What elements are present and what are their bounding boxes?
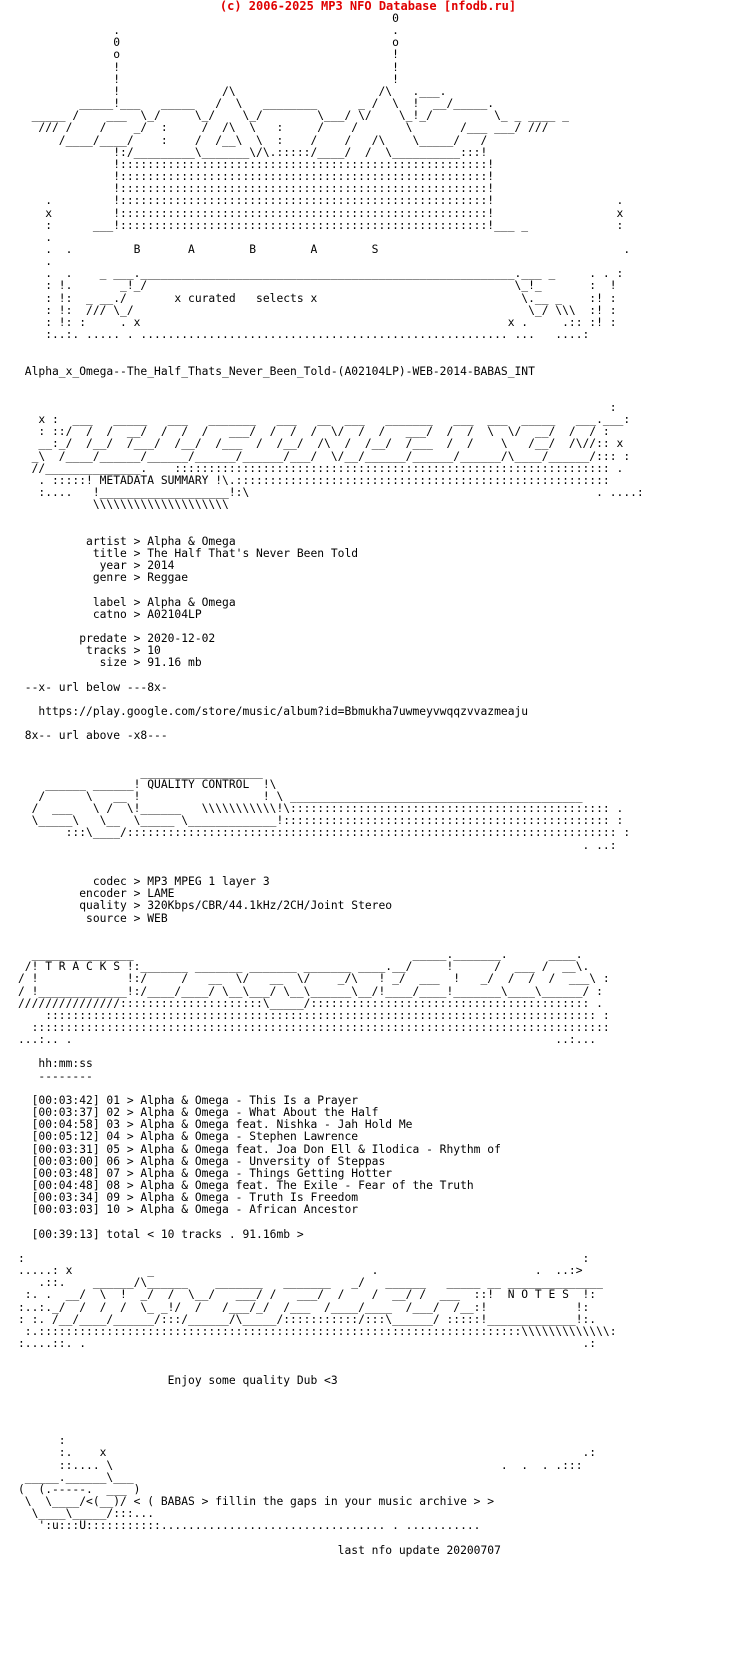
nfo-text: 0 . . 0 o o ! ! ! ! ! ! /\ /\ .___. _____!___ _____ / \ ________ _ / \ ! __/_____. _____ / ___ \_/ \_/ \_/ \___/ \/ \_!_/ \_ _ ____ _ /// / / _/ : / /\ \ : / / \ /___ ___/ /// /____/____/ : / /__\ \ : / / /\ \_____/ / !:/_________\_______\/\.:::::/____/ / \__________:::! !::::::::::::::::::::::::::::::::::::::::::::::::::::::! !::::::::::::::::::::::::::::::::::::::::::::::::::::::! !::::::::::::::::::::::::::::::::::::::::::::::::::::::! . !::::::::::::::::::::::::::::::::::::::::::::::::::::::! . x !::::::::::::::::::::::::::::::::::::::::::::::::::::::! x : ___!::::::::::::::::::::::::::::::::::::::::::::::::::::::!___ _ : . . . B A B A S . . . . _ ___._______________________________________________________.___ _ . . : : !. _!_/ \_!_ : ! : !: _ __./ x curated selects x \.__ _ :! : : !: /// \_/ \_/ \\\ :! : : !: : . x x . .:: :! : :..:. ..... . ...................................................... ... ....: Alpha_x_Omega--The_Half_Thats_Never_Been_Told-(A02104LP)-WEB-2014-BABAS_INT : x : ___ _____ ___ _______ ___ __ ___ _______ ___ ___ _____ ___.___: : ::/ / / __/ / / / ___/ / / / \/ / / ___/ / / \ \/ __/ / / : __:_/ /__/ /___/ /__/ /___ / /__/ /\ / /__/ /___ / / \ /__/ /\//:: x _\ /____/______/______/______/______/___/ \/__/______/______/______/\____/______/::: : //______________. :::::::::::::::::::::::::::::::::::::::::::::::::::::::::::::::: . . :::::! METADATA SUMMARY !\.::::::::::::::::::::::::::::::::::::::::::::::::::::::: :.... !___________________!:\ . ....: \\\\\\\\\\\\\\\\\\\\ artist > Alpha & Omega title > The Half That's Never Been Told year > 2014 genre > Reggae label > Alpha & Omega catno > A02104LP predate > 2020-12-02 tracks > 10 size > 91.16 mb --x- url below ---8x- https://play.google.com/store/music/album?id=Bbmukha7uwmeyvwqqzvvazmeaju 8x-- url above -x8--- __________________ ______ ______! QUALITY CONTROL !\ / \ __ ! ! \ ___________________________________________ / ___ \ / \!______ \\\\\\\\\\\!\::::::::::::::::::::::::::::::::::::::::::::::: . \_____\ \__ \_____ \_____________!:::::::::::::::::::::::::::::::::::::::::::::::: : :::\____/:::::::::::::::::::::::::::::::::::::::::::::::::::::::::::::::::::::::: : . ..: codec > MP3 MPEG 1 layer 3 encoder > LAME quality > 320Kbps/CBR/44.1kHz/2CH/Joint Stereo source > WEB _______________ _____._______. ____. /! T R A C K S !:_______ _______ _______ _______ ____.__/ ! / ___ / __\. / ! !:/ / __ \/ __ \/ _/\ ! _/ ___ ! _/ / / / ___\ : / !_____________!:/____/____/ \__\___/ \__\______\__/!____/____!_______\____\______/ : ///////////////:::::::::::::::::::::\_____/::::::::::::::::::::::::::::::::::::::::: . ::::::::::::::::::::::::::::::::::::::::::::::::::::::::::::::::::::::::::::::::: : ::::::::::::::::::::::::::::::::::::::::::::::::::::::::::::::::::::::::::::::::::::: ...:.. . ..:... hh:mm:ss -------- [00:03:42] 01 > Alpha & Omega - This Is a Prayer [00:03:37] 02 > Alpha & Omega - What About the Half [00:04:58] 03 > Alpha & Omega feat. Nishka - Jah Hold Me [00:05:12] 04 > Alpha & Omega - Stephen Lawrence [00:03:31] 05 > Alpha & Omega feat. Joa Don Ell & Ilodica - Rhythm of [00:03:00] 06 > Alpha & Omega - Unversity of Steppas [00:03:48] 07 > Alpha & Omega - Things Getting Hotter [00:04:48] 08 > Alpha & Omega feat. The Exile - Fear of the Truth [00:03:34] 09 > Alpha & Omega - Truth Is Freedom [00:03:03] 10 > Alpha & Omega - African Ancestor [00:39:13] total < 10 tracks . 91.16mb > : : .....: x _ . . ..:> .::. ______/\______ _______ _______ _/ ______ _____ __ ______________ :. . __/ \ ! _/ / \__/ ___/ / ___/ / / __/ / ___ ::! N O T E S !: :..:._/ / / / \_ _!/ / /___/_/ /___ /____/____ /___/ /__:! !: : :. /__/____/______/:::/______/\_____/:::::::::::/:::\______/ :::::!_____________!:. :.:::::::::::::::::::::::::::::::::::::::::::::::::::::::::::::::::::::::\\\\\\\\\\\\\: :....::. . .: Enjoy some quality Dub <3 : :. x .: ::.... \ . . . .::: _____.______\___ ( (.-----. ___ ) \ \____/<(__)/ < ( BABAS > fillin the gaps in your music archive > > \____\_____/:::... ':u:::U:::::::::::................................. . ........... last nfo update 20200707 bbox=[18, 12, 644, 1557]
site-header: (c) 2006-2025 MP3 NFO Database [nfodb.ru] bbox=[219, 0, 517, 13]
